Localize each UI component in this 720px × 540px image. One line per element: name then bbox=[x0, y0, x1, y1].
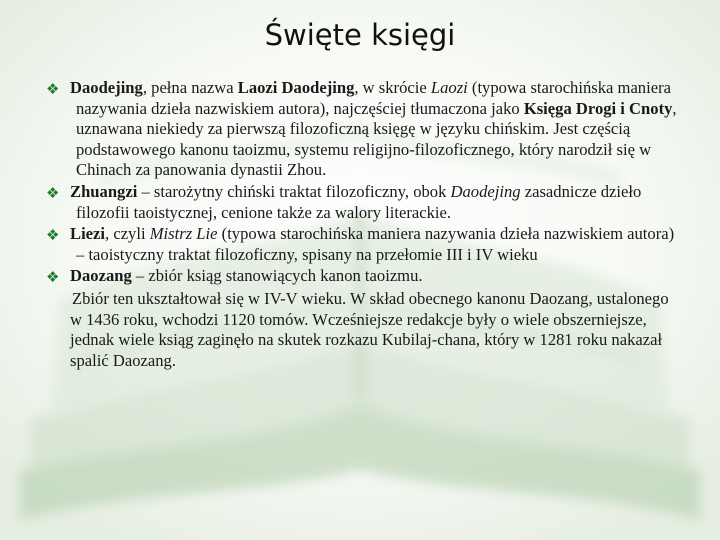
diamond-bullet-icon: ❖ bbox=[46, 183, 60, 202]
term-laozi: Laozi bbox=[430, 78, 468, 97]
term-daodejing: Daodejing bbox=[70, 78, 143, 97]
term-laozi-daodejing: Laozi Daodejing bbox=[237, 78, 355, 97]
page-title: Święte księgi bbox=[264, 18, 456, 52]
term-liezi: Liezi bbox=[70, 224, 106, 244]
slide-content bbox=[46, 78, 682, 371]
term-daodejing-italic: Daodejing bbox=[450, 181, 521, 201]
text-segment: zasadnicze dzieło filozofii taoistycznej, cenione także za walory literackie. bbox=[76, 181, 642, 222]
bullet-daozang bbox=[46, 266, 682, 287]
term-zhuangzi: Zhuangzi bbox=[70, 181, 138, 201]
bullet-zhuangzi bbox=[46, 182, 682, 223]
text-segment: , w skrócie bbox=[354, 78, 431, 97]
daozang-paragraph: Zbiór ten ukształtował się w IV-V wieku. W skład obecnego kanonu Daozang, ustalonego w 1436 roku, wchodzi 1120 tomów. Wcześniejsze redakcje były o wiele obszerniejsze, jednak wiele ksiąg zaginęło na skutek rozkazu Kubilaj-chana, który w 1281 roku nakazał spalić Daozang. bbox=[70, 288, 669, 370]
term-ksiega-drogi-i-cnoty: Księga Drogi i Cnoty bbox=[523, 98, 673, 118]
diamond-bullet-icon: ❖ bbox=[46, 226, 60, 245]
diamond-bullet-icon: ❖ bbox=[46, 80, 60, 98]
text-segment: , uznawana niekiedy za pierwszą filozoficzną księgę w języku chińskim. Jest częścią podstawowego kanonu taoizmu, systemu religijno-filozoficznego, który narodził się w Chinach za panowania dynastii Zhou. bbox=[76, 98, 677, 180]
term-mistrz-lie: Mistrz Lie bbox=[149, 224, 218, 244]
term-daozang: Daozang bbox=[70, 266, 132, 286]
text-segment: (typowa starochińska maniera nazywania dzieła nazwiskiem autora) – taoistyczny traktat filozoficzny, spisany na przełomie III i IV wieku bbox=[76, 224, 675, 264]
text-segment: – starożytny chiński traktat filozoficzny, obok bbox=[137, 181, 451, 201]
text-segment: , czyli bbox=[105, 224, 150, 244]
bullet-liezi bbox=[46, 224, 682, 265]
text-segment: – zbiór ksiąg stanowiących kanon taoizmu. bbox=[131, 266, 423, 286]
text-segment: , pełna nazwa bbox=[142, 78, 238, 97]
diamond-bullet-icon: ❖ bbox=[46, 268, 60, 287]
bullet-daodejing bbox=[46, 78, 682, 181]
text-segment: (typowa starochińska maniera nazywania dzieła nazwiskiem autora), najczęściej tłumaczona jako bbox=[76, 78, 671, 118]
